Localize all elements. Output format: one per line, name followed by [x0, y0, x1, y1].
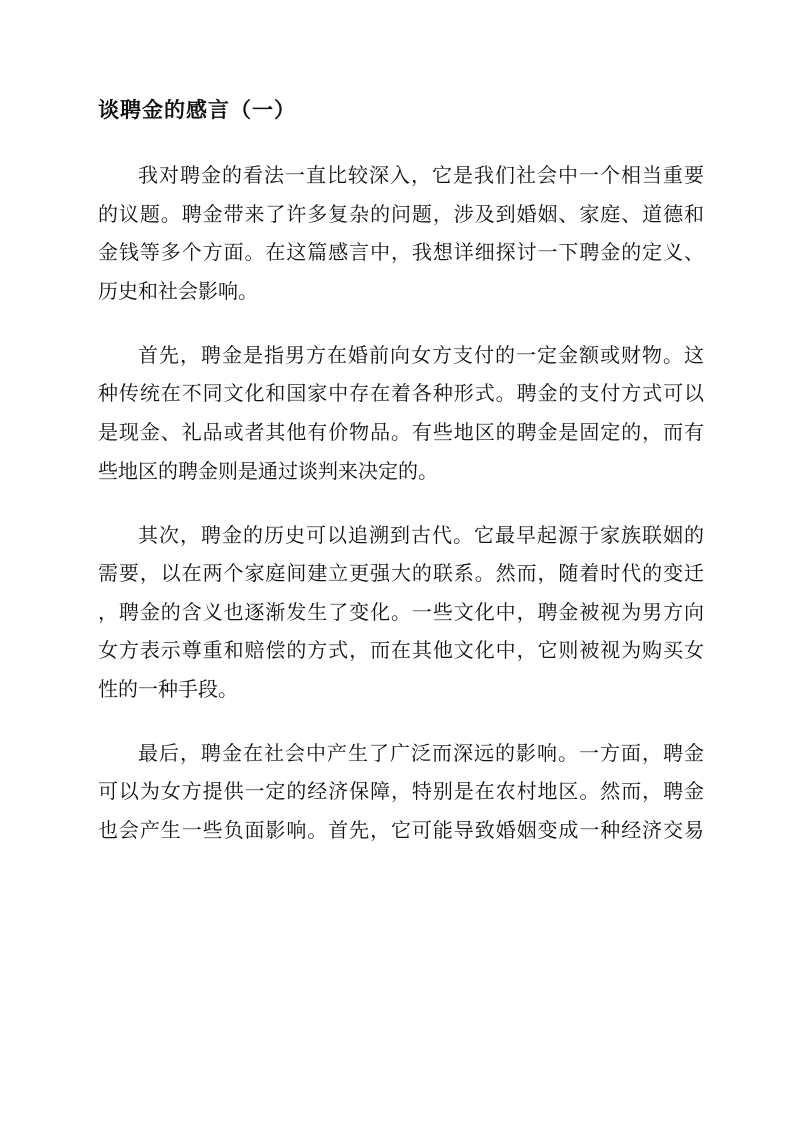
paragraph-gap [98, 709, 704, 734]
paragraph-1-line-2: 的议题。聘金带来了许多复杂的问题，涉及到婚姻、家庭、道德和 [98, 201, 704, 226]
paragraph-2-line-1: 首先，聘金是指男方在婚前向女方支付的一定金额或财物。这 [138, 342, 704, 367]
paragraph-3-line-1: 其次，聘金的历史可以追溯到古代。它最早起源于家族联姻的 [138, 522, 704, 547]
paragraph-1-line-1: 我对聘金的看法一直比较深入，它是我们社会中一个相当重要 [138, 163, 704, 187]
paragraph-2-line-2: 种传统在不同文化和国家中存在着各种形式。聘金的支付方式可以 [98, 381, 704, 406]
paragraph-3-line-3: ，聘金的含义也逐渐发生了变化。一些文化中，聘金被视为男方向 [98, 599, 704, 624]
paragraph-2-line-4: 些地区的聘金则是通过谈判来决定的。 [98, 458, 438, 483]
paragraph-gap [98, 490, 704, 515]
paragraph-1-line-3: 金钱等多个方面。在这篇感言中，我想详细探讨一下聘金的定义、 [98, 240, 704, 265]
paragraph-3-line-2: 需要，以在两个家庭间建立更强大的联系。然而，随着时代的变迁 [98, 561, 704, 586]
paragraph-1-line-4: 历史和社会影响。 [98, 278, 258, 303]
paragraph-gap [98, 310, 704, 335]
document-body [98, 156, 704, 850]
document-title: 谈聘金的感言（一） [98, 97, 296, 122]
paragraph-3-line-4: 女方表示尊重和赔偿的方式，而在其他文化中，它则被视为购买女 [98, 638, 704, 663]
paragraph-4-line-1: 最后，聘金在社会中产生了广泛而深远的影响。一方面，聘金 [138, 740, 704, 765]
paragraph-3-line-5: 性的一种手段。 [98, 676, 238, 701]
paragraph-2-line-3: 是现金、礼品或者其他有价物品。有些地区的聘金是固定的，而有 [98, 419, 704, 444]
paragraph-4-line-2: 可以为女方提供一定的经济保障，特别是在农村地区。然而，聘金 [98, 779, 704, 804]
paragraph-4-line-3: 也会产生一些负面影响。首先，它可能导致婚姻变成一种经济交易 [98, 818, 704, 843]
